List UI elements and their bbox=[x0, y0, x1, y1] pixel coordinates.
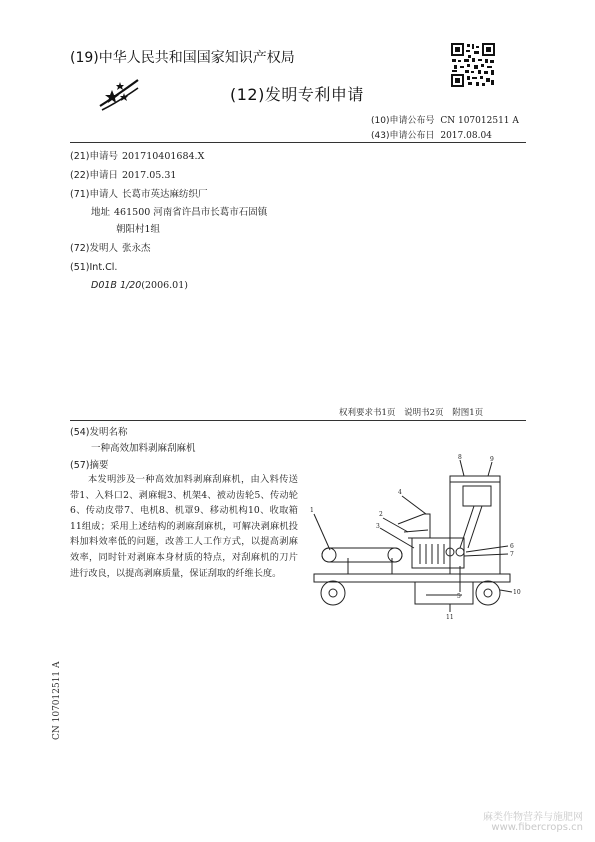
drawing-wheel-right bbox=[476, 581, 500, 605]
filing-date-label: (22)申请日 bbox=[70, 170, 119, 181]
drawing-motor bbox=[463, 486, 491, 506]
watermark-url: www.fibercrops.cn bbox=[491, 822, 583, 833]
drawing-label-7: 7 bbox=[510, 551, 514, 558]
drawing-label-8: 8 bbox=[458, 454, 462, 461]
applicant bbox=[70, 186, 208, 200]
side-publication-number: CN 107012511 A bbox=[52, 661, 62, 740]
drawing-wheel-left bbox=[321, 581, 345, 605]
drawing-label-9: 9 bbox=[490, 456, 494, 463]
address-label: 地址 bbox=[91, 207, 111, 218]
publication-number-value: CN 107012511 A bbox=[440, 116, 519, 126]
page-count-info bbox=[339, 406, 483, 418]
filing-date bbox=[70, 167, 176, 181]
description-pages: 说明书2页 bbox=[404, 408, 444, 418]
filing-date-value: 2017.05.31 bbox=[122, 170, 177, 181]
drawing-label-1: 1 bbox=[310, 507, 314, 514]
drawing-label-2: 2 bbox=[379, 511, 383, 518]
patent-drawing bbox=[300, 452, 530, 624]
publication-number-label: (10)申请公布号 bbox=[371, 116, 435, 126]
drawing-label-6: 6 bbox=[510, 543, 514, 550]
inventor bbox=[70, 240, 151, 254]
drawing-label-11: 11 bbox=[446, 614, 454, 621]
publication-date-label: (43)申请公布日 bbox=[371, 131, 435, 141]
patent-office-name: (19)中华人民共和国国家知识产权局 bbox=[70, 50, 295, 66]
intcl-version: (2006.01) bbox=[141, 280, 188, 291]
drawing-label-5: 5 bbox=[457, 593, 461, 600]
watermark-site-name: 麻类作物营养与施肥网 bbox=[483, 812, 583, 823]
qr-code-icon bbox=[450, 42, 496, 88]
drawing-label-3: 3 bbox=[376, 523, 380, 530]
address bbox=[91, 204, 267, 218]
drawing-collection-box bbox=[415, 582, 473, 604]
publication-date bbox=[371, 128, 492, 141]
claims-pages: 权利要求书1页 bbox=[339, 408, 396, 418]
inventor-label: (72)发明人 bbox=[70, 243, 119, 254]
abstract-text: 本发明涉及一种高效加料剥麻刮麻机，由入料传送带1、入料口2、剥麻辊3、机架4、被动齿轮5、传动轮6、传动皮带7、电机8、机罩9、移动机构10、收取箱11组成；采用上述结构的剥麻刮麻机，可解决剥麻机投料加料效率低的问题，改善工人工作方式，以提高剥麻效率，同时针对剥麻本身材质的特点，对刮麻机的刀片进行改良，以提高剥麻质量，保证刮取的纤维长度。 bbox=[70, 474, 298, 579]
application-number-value: 201710401684.X bbox=[122, 151, 205, 162]
application-number bbox=[70, 148, 204, 162]
drawing-pages: 附图1页 bbox=[452, 408, 484, 418]
address-line-1: 461500 河南省许昌市长葛市石固镇 bbox=[114, 207, 268, 218]
address-line-2: 朝阳村1组 bbox=[116, 224, 161, 235]
applicant-value: 长葛市英达麻纺织厂 bbox=[122, 189, 208, 200]
publication-date-value: 2017.08.04 bbox=[440, 131, 492, 141]
intcl-label: (51)Int.Cl. bbox=[70, 262, 118, 273]
drawing-machine-frame bbox=[450, 476, 500, 574]
document-type: (12)发明专利申请 bbox=[230, 85, 364, 104]
drawing-label-10: 10 bbox=[513, 589, 521, 596]
invention-title-label: (54)发明名称 bbox=[70, 427, 128, 438]
applicant-label: (71)申请人 bbox=[70, 189, 119, 200]
drawing-base-platform bbox=[314, 574, 510, 582]
inventor-value: 张永杰 bbox=[122, 243, 151, 254]
intcl-classification bbox=[91, 280, 188, 291]
abstract-label: (57)摘要 bbox=[70, 460, 109, 471]
header-divider bbox=[70, 142, 526, 143]
drawing-label-4: 4 bbox=[398, 489, 402, 496]
section-divider bbox=[70, 420, 526, 421]
invention-title: 一种高效加料剥麻刮麻机 bbox=[91, 443, 196, 454]
drawing-driven-gear bbox=[456, 548, 464, 556]
patent-office-logo-icon bbox=[98, 76, 140, 114]
intcl-code: D01B 1/20 bbox=[91, 280, 142, 291]
publication-number bbox=[371, 113, 519, 126]
drawing-inlet bbox=[398, 514, 430, 538]
application-number-label: (21)申请号 bbox=[70, 151, 119, 162]
